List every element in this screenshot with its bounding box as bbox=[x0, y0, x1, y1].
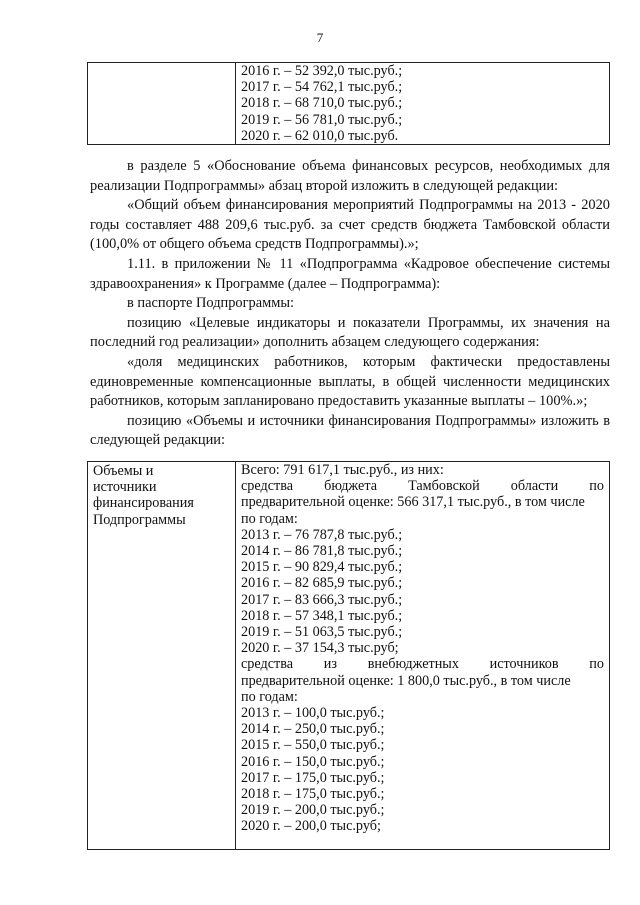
year-line: 2018 г. – 175,0 тыс.руб.; bbox=[241, 786, 385, 803]
year-line: 2016 г. – 82 685,9 тыс.руб.; bbox=[241, 575, 403, 592]
table-row bbox=[88, 462, 610, 850]
year-line: 2019 г. – 51 063,5 тыс.руб.; bbox=[241, 624, 403, 641]
paragraph: позицию «Целевые индикаторы и показатели Программы, их значения на последний год реализации» дополнить абзацем следующего содержания: bbox=[90, 314, 610, 351]
financing-sources-table bbox=[87, 461, 610, 850]
document-body bbox=[90, 157, 610, 451]
regional-budget-heading: предварительной оценке: 566 317,1 тыс.руб., в том числе bbox=[241, 494, 585, 511]
year-line: 2020 г. – 62 010,0 тыс.руб. bbox=[241, 127, 399, 144]
cell-heading-line: Подпрограммы bbox=[93, 511, 186, 528]
year-line: 2018 г. – 57 348,1 тыс.руб.; bbox=[241, 607, 403, 624]
year-line: 2019 г. – 200,0 тыс.руб.; bbox=[241, 802, 385, 819]
year-line: 2016 г. – 150,0 тыс.руб.; bbox=[241, 753, 385, 770]
year-line: 2017 г. – 83 666,3 тыс.руб.; bbox=[241, 591, 403, 608]
extrabudgetary-heading: предварительной оценке: 1 800,0 тыс.руб., в том числе bbox=[241, 672, 571, 689]
year-line: 2020 г. – 37 154,3 тыс.руб; bbox=[241, 640, 399, 657]
table-cell-empty bbox=[88, 63, 236, 145]
cell-bottom-space bbox=[241, 835, 604, 849]
paragraph: в паспорте Подпрограммы: bbox=[127, 295, 294, 312]
year-line: 2015 г. – 550,0 тыс.руб.; bbox=[241, 737, 385, 754]
paragraph: в разделе 5 «Обоснование объема финансовых ресурсов, необходимых для реализации Подпрограммы» абзац второй изложить в следующей редакции: bbox=[90, 158, 610, 194]
paragraph: «доля медицинских работников, которым фактически предоставлены единовременные компенсационные выплаты, в общей численности медицинских работников, которым запланировано предоставить указанные выплаты – 100%.»; bbox=[90, 353, 610, 410]
paragraph: 1.11. в приложении № 11 «Подпрограмма «Кадровое обеспечение системы здравоохранения» к Программе (далее – Подпрограмма): bbox=[90, 255, 610, 292]
year-line: 2019 г. – 56 781,0 тыс.руб.; bbox=[241, 111, 403, 128]
regional-budget-heading: средства бюджета Тамбовской области по bbox=[241, 478, 604, 495]
cell-heading-line: Объемы и bbox=[93, 463, 154, 479]
year-line: 2013 г. – 100,0 тыс.руб.; bbox=[241, 705, 385, 722]
page-number: 7 bbox=[316, 30, 324, 45]
year-line: 2015 г. – 90 829,4 тыс.руб.; bbox=[241, 559, 403, 576]
table-cell-years bbox=[236, 63, 610, 145]
table-row bbox=[88, 63, 610, 145]
extrabudgetary-heading: средства из внебюджетных источников по bbox=[241, 656, 604, 673]
year-line: 2014 г. – 250,0 тыс.руб.; bbox=[241, 721, 385, 738]
cell-heading-line: источники bbox=[93, 479, 157, 496]
table-cell-financing bbox=[236, 462, 610, 850]
paragraph: позицию «Объемы и источники финансирования Подпрограммы» изложить в следующей редакции: bbox=[90, 412, 610, 449]
extrabudgetary-heading: по годам: bbox=[241, 688, 298, 705]
year-line: 2017 г. – 54 762,1 тыс.руб.; bbox=[241, 79, 403, 96]
year-line: 2017 г. – 175,0 тыс.руб.; bbox=[241, 769, 385, 786]
total-line: Всего: 791 617,1 тыс.руб., из них: bbox=[241, 462, 444, 478]
year-line: 2016 г. – 52 392,0 тыс.руб.; bbox=[241, 63, 403, 79]
year-line: 2018 г. – 68 710,0 тыс.руб.; bbox=[241, 95, 403, 112]
cell-heading-line: финансирования bbox=[93, 495, 194, 512]
paragraph: «Общий объем финансирования мероприятий Подпрограммы на 2013 - 2020 годы составляет 488 209,6 тыс.руб. за счет средств бюджета Тамбовской области (100,0% от общего объема средств Подпрограммы).»; bbox=[90, 197, 610, 253]
top-financing-table bbox=[87, 62, 610, 145]
regional-budget-heading: по годам: bbox=[241, 510, 298, 527]
year-line: 2020 г. – 200,0 тыс.руб; bbox=[241, 818, 381, 835]
table-cell-heading bbox=[88, 462, 236, 850]
year-line: 2013 г. – 76 787,8 тыс.руб.; bbox=[241, 526, 403, 543]
year-line: 2014 г. – 86 781,8 тыс.руб.; bbox=[241, 543, 403, 560]
